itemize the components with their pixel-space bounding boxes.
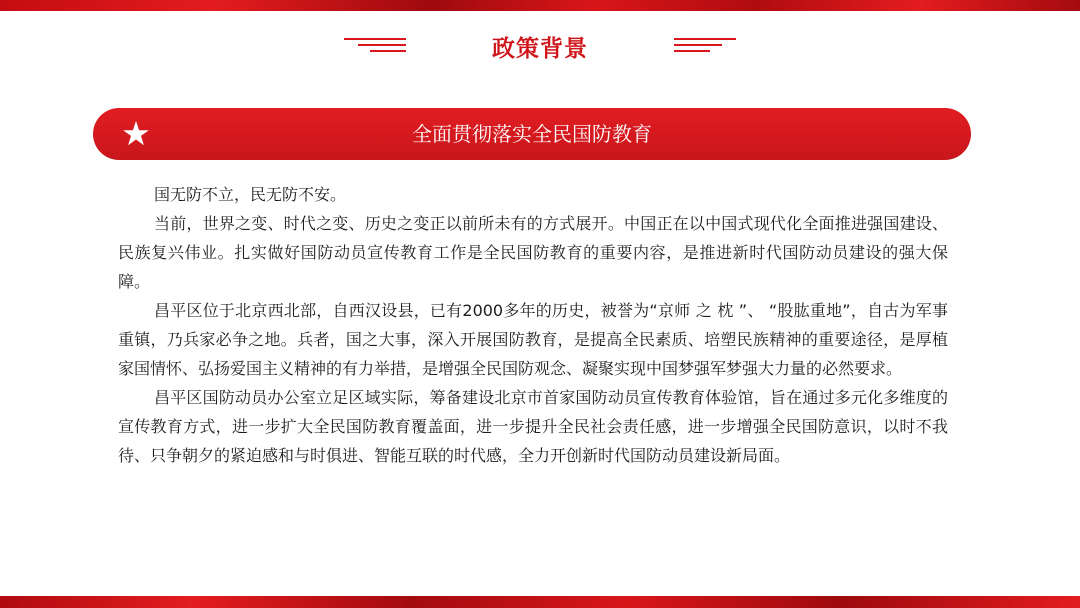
page-title: 政策背景 — [492, 36, 588, 62]
paragraph-3: 昌平区位于北京西北部，自西汉设县，已有2000多年的历史，被誉为“京师 之 枕 ”、 “股肱重地”，自古为军事重镇，乃兵家必争之地。兵者，国之大事，深入开展国防教育，是提高全民素质、培塑民族精神的重要途径，是厚植家国情怀、弘扬爱国主义精神的有力举措，是增强全民国防观念、凝聚实现中国梦强军梦强大力量的必然要求。 — [118, 301, 948, 378]
paragraph-2: 当前，世界之变、时代之变、历史之变正以前所未有的方式展开。中国正在以中国式现代化全面推进强国建设、民族复兴伟业。扎实做好国防动员宣传教育工作是全民国防教育的重要内容，是推进新时代国防动员建设的强大保障。 — [118, 214, 948, 291]
bottom-decorative-band — [0, 596, 1080, 608]
section-banner — [93, 108, 971, 160]
star-icon — [123, 121, 149, 147]
paragraph-1: 国无防不立，民无防不安。 — [154, 185, 347, 204]
title-decoration-right — [674, 38, 736, 54]
title-decoration-left — [344, 38, 406, 54]
paragraph-4: 昌平区国防动员办公室立足区域实际，筹备建设北京市首家国防动员宣传教育体验馆，旨在通过多元化多维度的宣传教育方式，进一步扩大全民国防教育覆盖面，进一步提升全民社会责任感，进一步增强全民国防意识，以时不我待、只争朝夕的紧迫感和与时俱进、智能互联的时代感，全力开创新时代国防动员建设新局面。 — [118, 388, 948, 465]
section-heading: 全面贯彻落实全民国防教育 — [412, 122, 652, 146]
top-decorative-band — [0, 0, 1080, 11]
body-text — [118, 180, 948, 470]
